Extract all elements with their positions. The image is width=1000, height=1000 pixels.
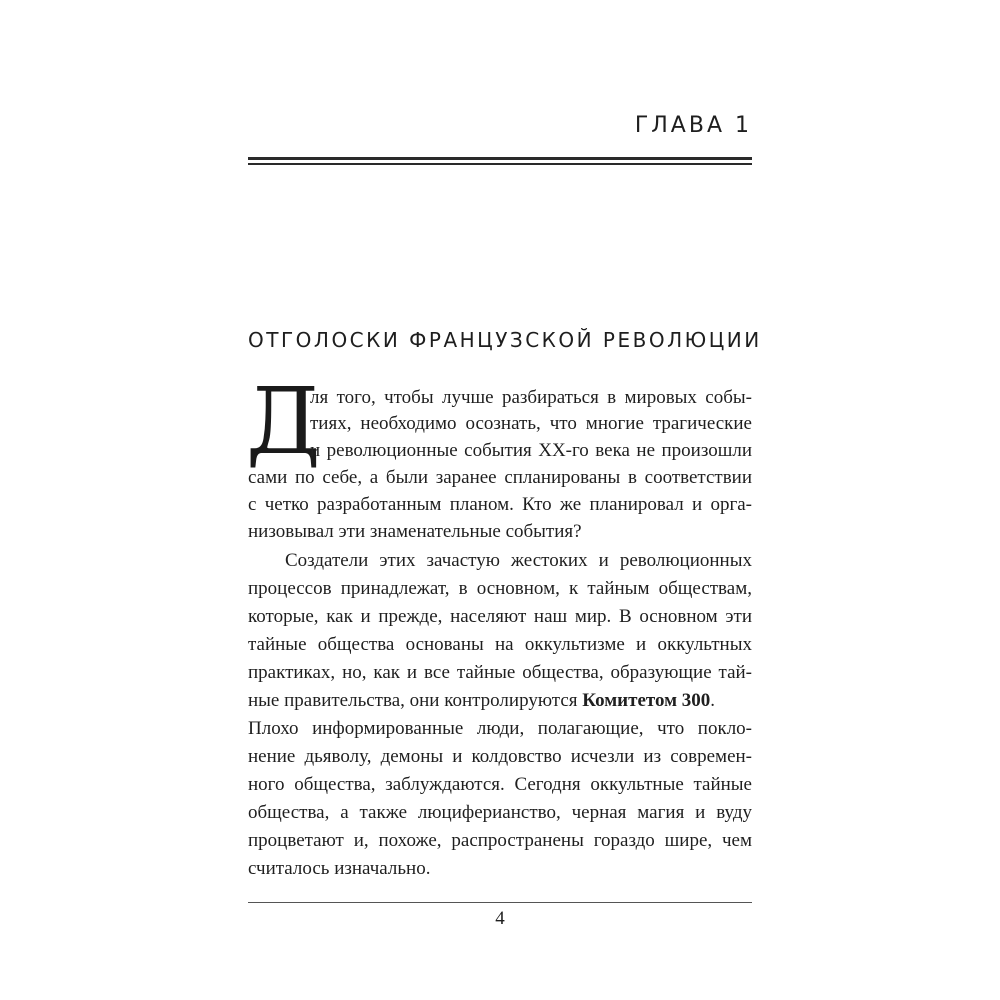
- section-title: ОТГОЛОСКИ ФРАНЦУЗСКОЙ РЕВОЛЮЦИИ: [248, 328, 762, 352]
- chapter-heading: ГЛАВА 1: [634, 113, 752, 138]
- text-line: [248, 688, 715, 714]
- text-line: низовывал эти знаменательные события?: [248, 521, 582, 542]
- text-run: ные правительства, они контролируются: [248, 690, 583, 711]
- text-line: с четко разработанным планом. Кто же планировал и орга-: [248, 494, 752, 515]
- text-line: Создатели этих зачастую жестоких и революционных: [285, 550, 752, 571]
- text-line: ля того, чтобы лучше разбираться в мировых собы-: [310, 387, 752, 408]
- text-line: нение дьяволу, демоны и колдовство исчезли из современ-: [248, 746, 752, 767]
- text-line: Плохо информированные люди, полагающие, что покло-: [248, 718, 752, 739]
- text-run: .: [710, 690, 716, 711]
- text-line: тиях, необходимо осознать, что многие трагические: [310, 413, 752, 434]
- text-line: ного общества, заблуждаются. Сегодня оккультные тайные: [248, 774, 752, 795]
- page-number: 4: [495, 908, 505, 929]
- text-line: процессов принадлежат, в основном, к тайным обществам,: [248, 578, 752, 599]
- text-line: тайные общества основаны на оккультизме и оккультных: [248, 634, 752, 655]
- text-line: и революционные события XX-го века не произошли: [310, 440, 752, 461]
- drop-cap: Д: [246, 368, 321, 475]
- text-line: сами по себе, а были заранее спланированы в соответствии: [248, 467, 752, 488]
- text-line: считалось изначально.: [248, 858, 431, 879]
- text-line: процветают и, похоже, распространены гораздо шире, чем: [248, 830, 752, 851]
- chapter-rule: [248, 157, 752, 165]
- text-line: практиках, но, как и все тайные общества, образующие тай-: [248, 662, 752, 683]
- footer-rule: [248, 902, 752, 903]
- text-line: общества, а также люциферианство, черная магия и вуду: [248, 802, 752, 823]
- committee-300-emphasis: Комитетом 300: [582, 690, 711, 711]
- text-line: которые, как и прежде, населяют наш мир. В основном эти: [248, 606, 752, 627]
